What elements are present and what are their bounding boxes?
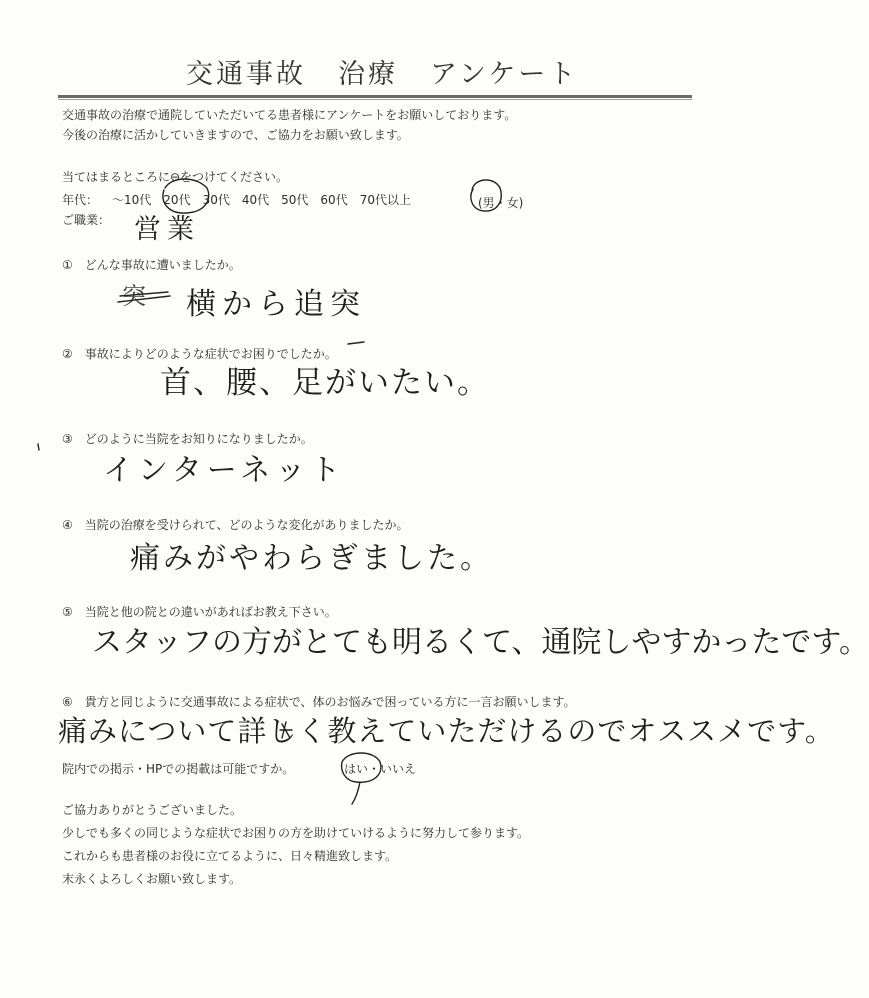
scribble-mark — [280, 722, 292, 738]
answer-3: インターネット — [103, 453, 346, 488]
age-selection-circle — [163, 179, 209, 213]
answer-2: 首、腰、足がいたい。 — [160, 365, 490, 401]
sex-selection-circle — [471, 180, 501, 211]
struck-character: 突 — [122, 282, 146, 310]
age-option: 70代以上 — [359, 193, 411, 207]
age-option: ～10代 — [112, 193, 152, 207]
question-5: ⑤ 当院と他の院との違いがあればお教え下さい。 — [62, 605, 337, 619]
intro-line-2: 今後の治療に活かしていきますので、ご協力をお願い致します。 — [62, 128, 409, 142]
strike-through-line — [120, 292, 168, 296]
answer-6: 痛みについて詳しく教えていただけるのでオススメです。 — [58, 714, 835, 748]
publish-question: 院内での掲示・HPでの掲載は可能ですか。 — [62, 762, 295, 776]
age-option: 30代 — [202, 193, 230, 207]
instruction-text: 当てはまるところに⊖をつけてください。 — [62, 170, 289, 184]
closing-line-2: 少しでも多くの同じような症状でお困りの方を助けていけるように努力して参ります。 — [62, 826, 530, 840]
sex-options: (男・女) — [478, 196, 524, 210]
closing-line-4: 末永くよろしくお願い致します。 — [62, 872, 242, 886]
answer-1: 横から追突 — [186, 287, 366, 322]
strike-through-line — [118, 296, 170, 302]
stray-mark — [348, 342, 364, 344]
question-6: ⑥ 貴方と同じように交通事故による症状で、体のお悩みで困っている方に一言お願いします。 — [62, 695, 576, 709]
title-part-3: アンケート — [430, 59, 579, 90]
answer-4: 痛みがやわらぎました。 — [130, 541, 493, 576]
title-part-1: 交通事故 — [186, 59, 306, 90]
title-part-2: 治療 — [338, 59, 398, 90]
answer-5: スタッフの方がとても明るくて、通院しやすかったです。 — [92, 625, 869, 660]
publish-selection-circle — [342, 753, 381, 804]
age-option: 60代 — [320, 193, 348, 207]
occupation-label: ご職業： — [62, 213, 111, 227]
question-3: ③ どのように当院をお知りになりましたか。 — [62, 432, 313, 446]
publish-options: はい・いいえ — [344, 762, 417, 776]
intro-line-1: 交通事故の治療で通院していただいてる患者様にアンケートをお願いしております。 — [62, 108, 517, 122]
stray-mark — [38, 444, 39, 450]
age-label: 年代： — [62, 193, 99, 207]
occupation-answer: 営業 — [134, 214, 200, 245]
closing-line-1: ご協力ありがとうございました。 — [62, 803, 243, 817]
closing-line-3: これからも患者様のお役に立てるように、日々精進致します。 — [62, 849, 398, 863]
question-2: ② 事故によりどのような症状でお困りでしたか。 — [62, 347, 337, 361]
question-1: ① どんな事故に遭いましたか。 — [62, 258, 241, 272]
question-4: ④ 当院の治療を受けられて、どのような変化がありましたか。 — [62, 518, 409, 532]
age-option-selected: 20代 — [163, 193, 191, 207]
age-option: 50代 — [281, 193, 309, 207]
age-option: 40代 — [241, 193, 270, 207]
